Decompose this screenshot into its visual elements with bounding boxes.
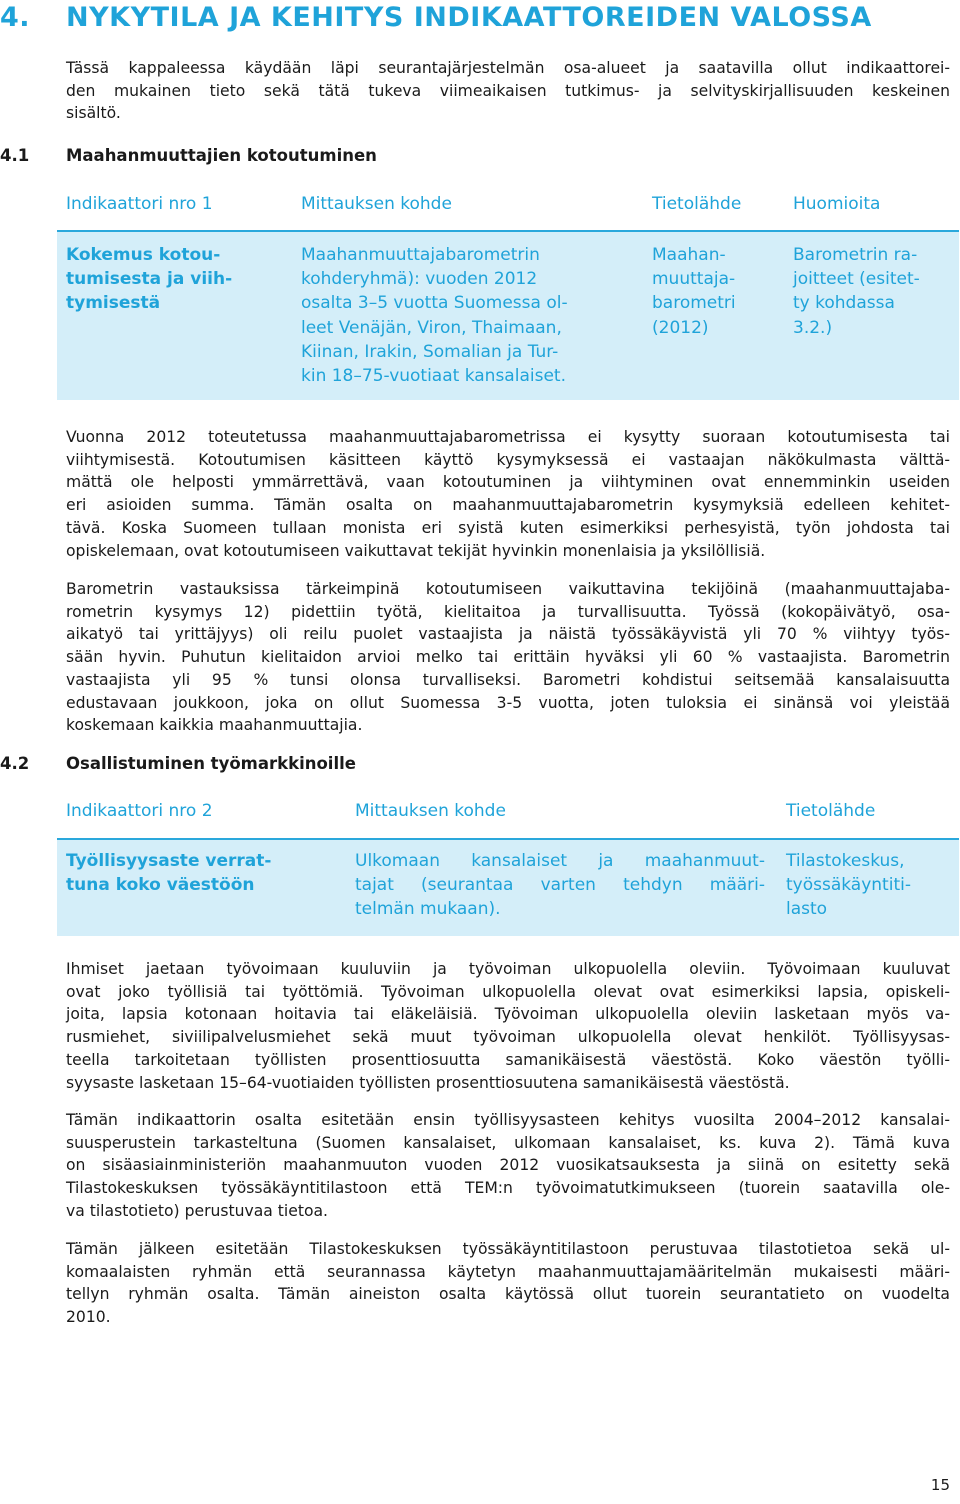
text-line: Tilastokeskuksen työssäkäyntitilastoon että TEM:n työvoimatutkimukseen (tuorein saatavilla ole- xyxy=(66,1179,950,1198)
text-line: rometrin kysymys 12) pidettiin työtä, kielitaitoa ja turvallisuutta. Työssä (kokopäivätyö, osa- xyxy=(66,602,950,621)
text-line: ovat joko työllisiä tai työttömiä. Työvoiman ulkopuolella olevat ovat esimerkiksi lapsia, opiskeli- xyxy=(66,982,950,1001)
intro-paragraph xyxy=(66,57,950,125)
text-line: aikatyö tai yrittäjyys) oli reilu puolet vastaajista ja näistä työssäkäyvistä yli 70 % viihtyy työs- xyxy=(66,625,950,644)
header-target: Mittauksen kohde xyxy=(355,801,506,821)
cell-line: Tilastokeskus, xyxy=(786,851,905,871)
cell-line: 3.2.) xyxy=(793,317,833,338)
cell-line: tajat (seurantaa varten tehdyn määri- xyxy=(355,875,765,896)
text-line: teella tarkoitetaan työllisten prosenttiosuutta samanikäisestä väestöstä. Koko väestön työlli- xyxy=(66,1050,950,1069)
cell-line: Ulkomaan kansalaiset ja maahanmuut- xyxy=(355,851,765,871)
header-indicator: Indikaattori nro 1 xyxy=(66,194,213,214)
text-line: Tämän jälkeen esitetään Tilastokeskuksen työssäkäyntitilastoon perustuvaa tilastotietoa sekä ul- xyxy=(66,1240,950,1258)
cell-line: Maahanmuuttajabarometrin xyxy=(301,245,540,265)
section-heading-4-2 xyxy=(0,754,356,773)
cell-target xyxy=(355,849,765,922)
text-line: Tämän indikaattorin osalta esitetään ensin työllisyysasteen kehitys vuosilta 2004–2012 kansalai- xyxy=(66,1111,950,1129)
cell-line: muuttaja- xyxy=(652,269,736,290)
cell-source xyxy=(652,243,736,340)
table-body xyxy=(57,840,959,936)
intro-line: Tässä kappaleessa käydään läpi seurantajärjestelmän osa-alueet ja saatavilla ollut indikaattorei- xyxy=(66,59,950,77)
cell-line: osalta 3–5 vuotta Suomessa ol- xyxy=(301,293,568,314)
chapter-heading xyxy=(0,2,872,33)
chapter-title: NYKYTILA JA KEHITYS INDIKAATTOREIDEN VALOSSA xyxy=(66,2,872,33)
section-number: 4.2 xyxy=(0,754,30,773)
text-line: opiskelemaan, ovat kotoutumiseen vaikuttavat tekijät hyvinkin monenlaisia ja yksilöllisiä. xyxy=(66,541,766,560)
header-source: Tietolähde xyxy=(652,194,742,214)
paragraph-statistics xyxy=(66,1238,950,1329)
text-line: rusmiehet, siviilipalvelusmiehet sekä muut työvoiman ulkopuolella olevat henkilöt. Työllisyysas- xyxy=(66,1028,950,1047)
cell-line: barometri xyxy=(652,293,736,314)
cell-line: Maahan- xyxy=(652,245,726,265)
cell-line: telmän mukaan). xyxy=(355,899,501,920)
text-line: tävä. Koska Suomeen tullaan monista eri syistä kuten esimerkiksi perhesyistä, työn johdosta tai xyxy=(66,518,950,537)
cell-line: joitteet (esitet- xyxy=(793,269,920,290)
text-line: mättä ole helposti ymmärrettävä, vaan kotoutuminen ja viihtyminen ovat ennemminkin useiden xyxy=(66,473,950,492)
cell-notes xyxy=(793,243,920,340)
text-line: eri asioiden summa. Tämän osalta on maahanmuuttajabarometrin kysymyksiä edelleen kehitet- xyxy=(66,496,950,515)
text-line: syysaste lasketaan 15–64-vuotiaiden työllisten prosenttiosuutena samanikäisestä väestöstä. xyxy=(66,1073,790,1092)
text-line: komaalaisten ryhmän että seurannassa käytetyn maahanmuuttajamääritelmän mukaisesti määri- xyxy=(66,1262,950,1281)
cell-line: ty kohdassa xyxy=(793,293,895,314)
cell-line: lasto xyxy=(786,899,828,920)
intro-line: sisältö. xyxy=(66,104,121,123)
cell-line: tymisestä xyxy=(66,293,161,314)
text-line: suusperustein tarkasteltuna (Suomen kansalaiset, ulkomaan kansalaiset, ks. kuva 2). Tämä kuva xyxy=(66,1133,950,1152)
intro-line: den mukainen tieto sekä tätä tukeva viimeaikaisen tutkimus- ja selvityskirjallisuuden keskeinen xyxy=(66,81,950,100)
table-body xyxy=(57,232,959,400)
paragraph-barometer-1 xyxy=(66,426,950,562)
cell-target xyxy=(301,243,568,388)
paragraph-labour-force xyxy=(66,958,950,1094)
cell-line: Kokemus kotou- xyxy=(66,245,221,265)
cell-line: kin 18–75-vuotiaat kansalaiset. xyxy=(301,366,566,387)
table-header-row xyxy=(57,801,959,827)
indicator-table-2 xyxy=(57,798,959,938)
cell-indicator xyxy=(66,243,232,316)
text-line: va tilastotieto) perustuvaa tietoa. xyxy=(66,1201,329,1220)
text-line: Barometrin vastauksissa tärkeimpinä kotoutumiseen vaikuttavina tekijöinä (maahanmuuttajaba- xyxy=(66,580,950,598)
cell-line: (2012) xyxy=(652,317,709,338)
header-notes: Huomioita xyxy=(793,194,881,214)
header-target: Mittauksen kohde xyxy=(301,194,452,214)
header-indicator: Indikaattori nro 2 xyxy=(66,801,213,821)
chapter-number: 4. xyxy=(0,2,31,33)
cell-line: Kiinan, Irakin, Somalian ja Tur- xyxy=(301,341,559,362)
cell-indicator xyxy=(66,849,271,897)
text-line: edustavaan joukkoon, joka on ollut Suomessa 3-5 vuotta, joten tuloksia ei sinänsä voi yleistää xyxy=(66,693,950,712)
text-line: Ihmiset jaetaan työvoimaan kuuluviin ja työvoiman ulkopuolella oleviin. Työvoimaan kuuluvat xyxy=(66,960,950,978)
header-source: Tietolähde xyxy=(786,801,876,821)
cell-line: tumisesta ja viih- xyxy=(66,269,233,290)
paragraph-barometer-2 xyxy=(66,578,950,737)
text-line: viihtymisestä. Kotoutumisen käsitteen käyttö kysymyksessä ei vastaajan näkökulmasta välttä- xyxy=(66,450,950,469)
cell-line: kohderyhmä): vuoden 2012 xyxy=(301,269,538,290)
cell-line: työssäkäyntiti- xyxy=(786,875,911,896)
section-heading-4-1 xyxy=(0,146,377,165)
text-line: tellyn ryhmän osalta. Tämän aineiston osalta käytössä ollut tuorein seurantatieto on vuodelta xyxy=(66,1285,950,1304)
cell-line: Työllisyysaste verrat- xyxy=(66,851,272,871)
section-number: 4.1 xyxy=(0,146,30,165)
section-title: Maahanmuuttajien kotoutuminen xyxy=(66,146,377,165)
paragraph-employment-rate xyxy=(66,1109,950,1223)
text-line: vastaajista yli 95 % tunsi olonsa turvalliseksi. Barometri kohdistui seitsemää kansalaisuutta xyxy=(66,670,950,689)
cell-line: leet Venäjän, Viron, Thaimaan, xyxy=(301,317,562,338)
section-title: Osallistuminen työmarkkinoille xyxy=(66,754,356,773)
text-line: on sisäasiainministeriön maahanmuuton vuoden 2012 vuosikatsauksesta ja siinä on esitetty sekä xyxy=(66,1156,950,1175)
cell-line: Barometrin ra- xyxy=(793,245,918,265)
text-line: sään hyvin. Puhutun kielitaidon arvioi melko tai erittäin hyväksi yli 60 % vastaajista. Barometrin xyxy=(66,648,950,667)
cell-line: tuna koko väestöön xyxy=(66,875,255,896)
page-number: 15 xyxy=(930,1476,950,1494)
text-line: koskemaan kaikkia maahanmuuttajia. xyxy=(66,716,363,735)
text-line: 2010. xyxy=(66,1308,111,1327)
text-line: joita, lapsia kotonaan hoitavia tai eläkeläisiä. Työvoiman ulkopuolella oleviin lasketaan myös va- xyxy=(66,1005,950,1024)
table-header-row xyxy=(57,194,959,220)
indicator-table-1 xyxy=(57,190,959,402)
text-line: Vuonna 2012 toteutetussa maahanmuuttajabarometrissa ei kysytty suoraan kotoutumisesta tai xyxy=(66,428,950,446)
cell-source xyxy=(786,849,911,922)
